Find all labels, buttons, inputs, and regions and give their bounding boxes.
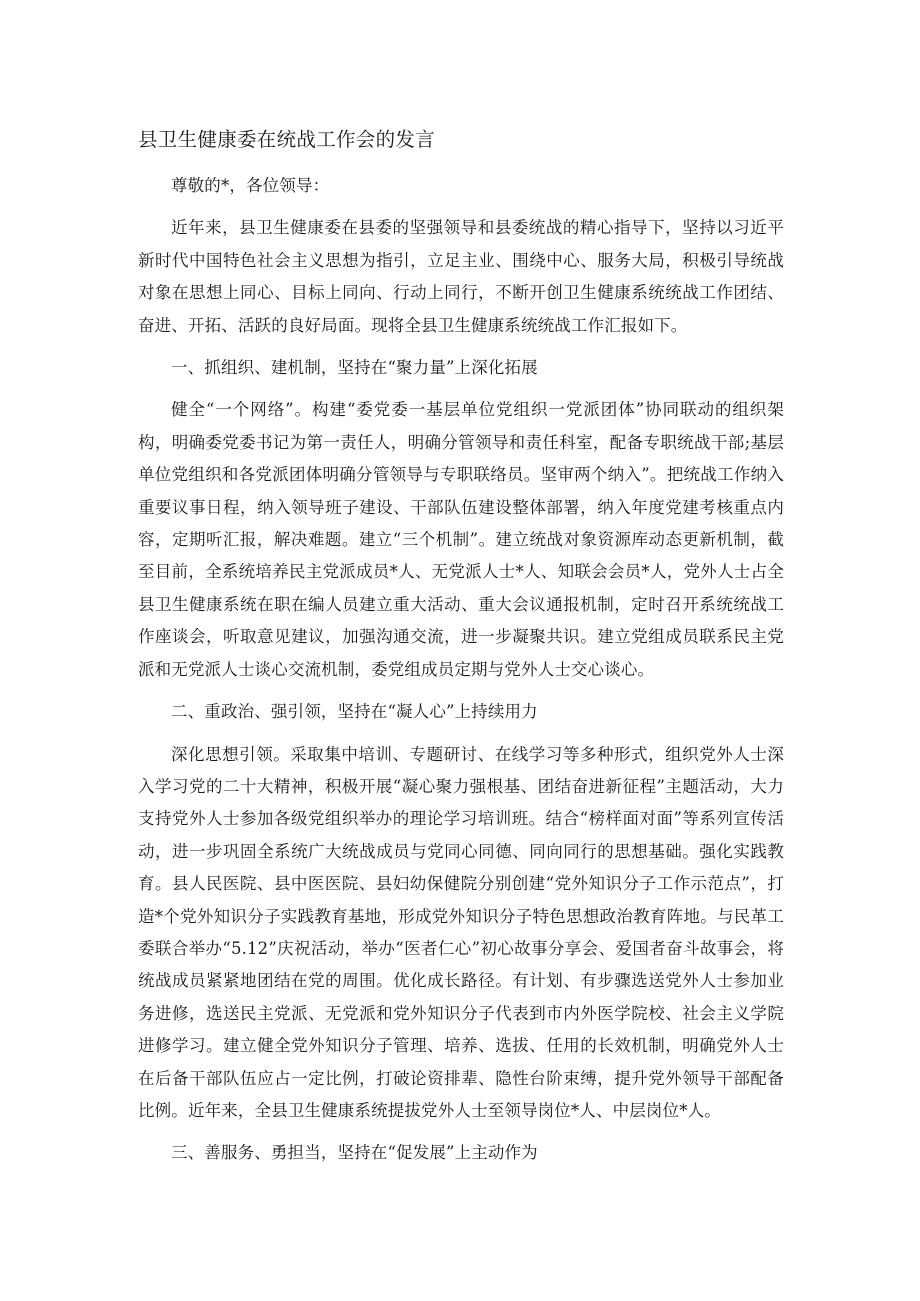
- section-3-heading: 三、善服务、勇担当，坚持在“促发展”上主动作为: [171, 1143, 538, 1163]
- section-2-body: 深化思想引领。采取集中培训、专题研讨、在线学习等多种形式，组织党外人士深入学习党的二十大精神，积极开展“凝心聚力强根基、团结奋进新征程”主题活动，大力支持党外人士参加各级党组织举办的理论学习培训班。结合“榜样面对面”等系列宣传活动，进一步巩固全系统广大统战成员与党同心同德、同向同行的思想基础。强化实践教育。县人民医院、县中医医院、县妇幼保健院分别创建“党外知识分子工作示范点”，打造*个党外知识分子实践教育基地，形成党外知识分子特色思想政治教育阵地。与民革工委联合举办“5.12”庆祝活动，举办“医者仁心”初心故事分享会、爱国者奋斗故事会，将统战成员紧紧地团结在党的周围。优化成长路径。有计划、有步骤选送党外人士参加业务进修，选送民主党派、无党派和党外知识分子代表到市内外医学院校、社会主义学院进修学习。建立健全党外知识分子管理、培养、选拔、任用的长效机制，明确党外人士在后备干部队伍应占一定比例，打破论资排辈、隐性台阶束缚，提升党外领导干部配备比例。近年来，全县卫生健康系统提拔党外人士至领导岗位*人、中层岗位*人。: [138, 744, 784, 1120]
- section-1-heading: 一、抓组织、建机制，坚持在“聚力量”上深化拓展: [171, 358, 538, 378]
- document-title: 县卫生健康委在统战工作会的发言: [138, 128, 436, 151]
- intro-paragraph: 近年来，县卫生健康委在县委的坚强领导和县委统战的精心指导下，坚持以习近平新时代中国特色社会主义思想为指引，立足主业、围绕中心、服务大局，积极引导统战对象在思想上同心、目标上同向、行动上同行，不断开创卫生健康系统统战工作团结、奋进、开拓、活跃的良好局面。现将全县卫生健康系统统战工作汇报如下。: [138, 218, 784, 335]
- salutation: 尊敬的*，各位领导：: [171, 176, 330, 195]
- section-1-body: 健全“一个网络”。构建“委党委一基层单位党组织一党派团体”协同联动的组织架构，明确委党委书记为第一责任人，明确分管领导和责任科室，配备专职统战干部;基层单位党组织和各党派团体明确分管领导与专职联络员。坚审两个纳入”。把统战工作纳入重要议事日程，纳入领导班子建设、干部队伍建设整体部署，纳入年度党建考核重点内容，定期听汇报，解决难题。建立“三个机制”。建立统战对象资源库动态更新机制，截至目前，全系统培养民主党派成员*人、无党派人士*人、知联会会员*人，党外人士占全县卫生健康系统在职在编人员建立重大活动、重大会议通报机制，定时召开系统统战工作座谈会，听取意见建议，加强沟通交流，进一步凝聚共识。建立党组成员联系民主党派和无党派人士谈心交流机制，委党组成员定期与党外人士交心谈心。: [138, 400, 784, 679]
- document-body: [138, 122, 784, 1180]
- section-2-heading: 二、重政治、强引领，坚持在“凝人心”上持续用力: [171, 702, 538, 722]
